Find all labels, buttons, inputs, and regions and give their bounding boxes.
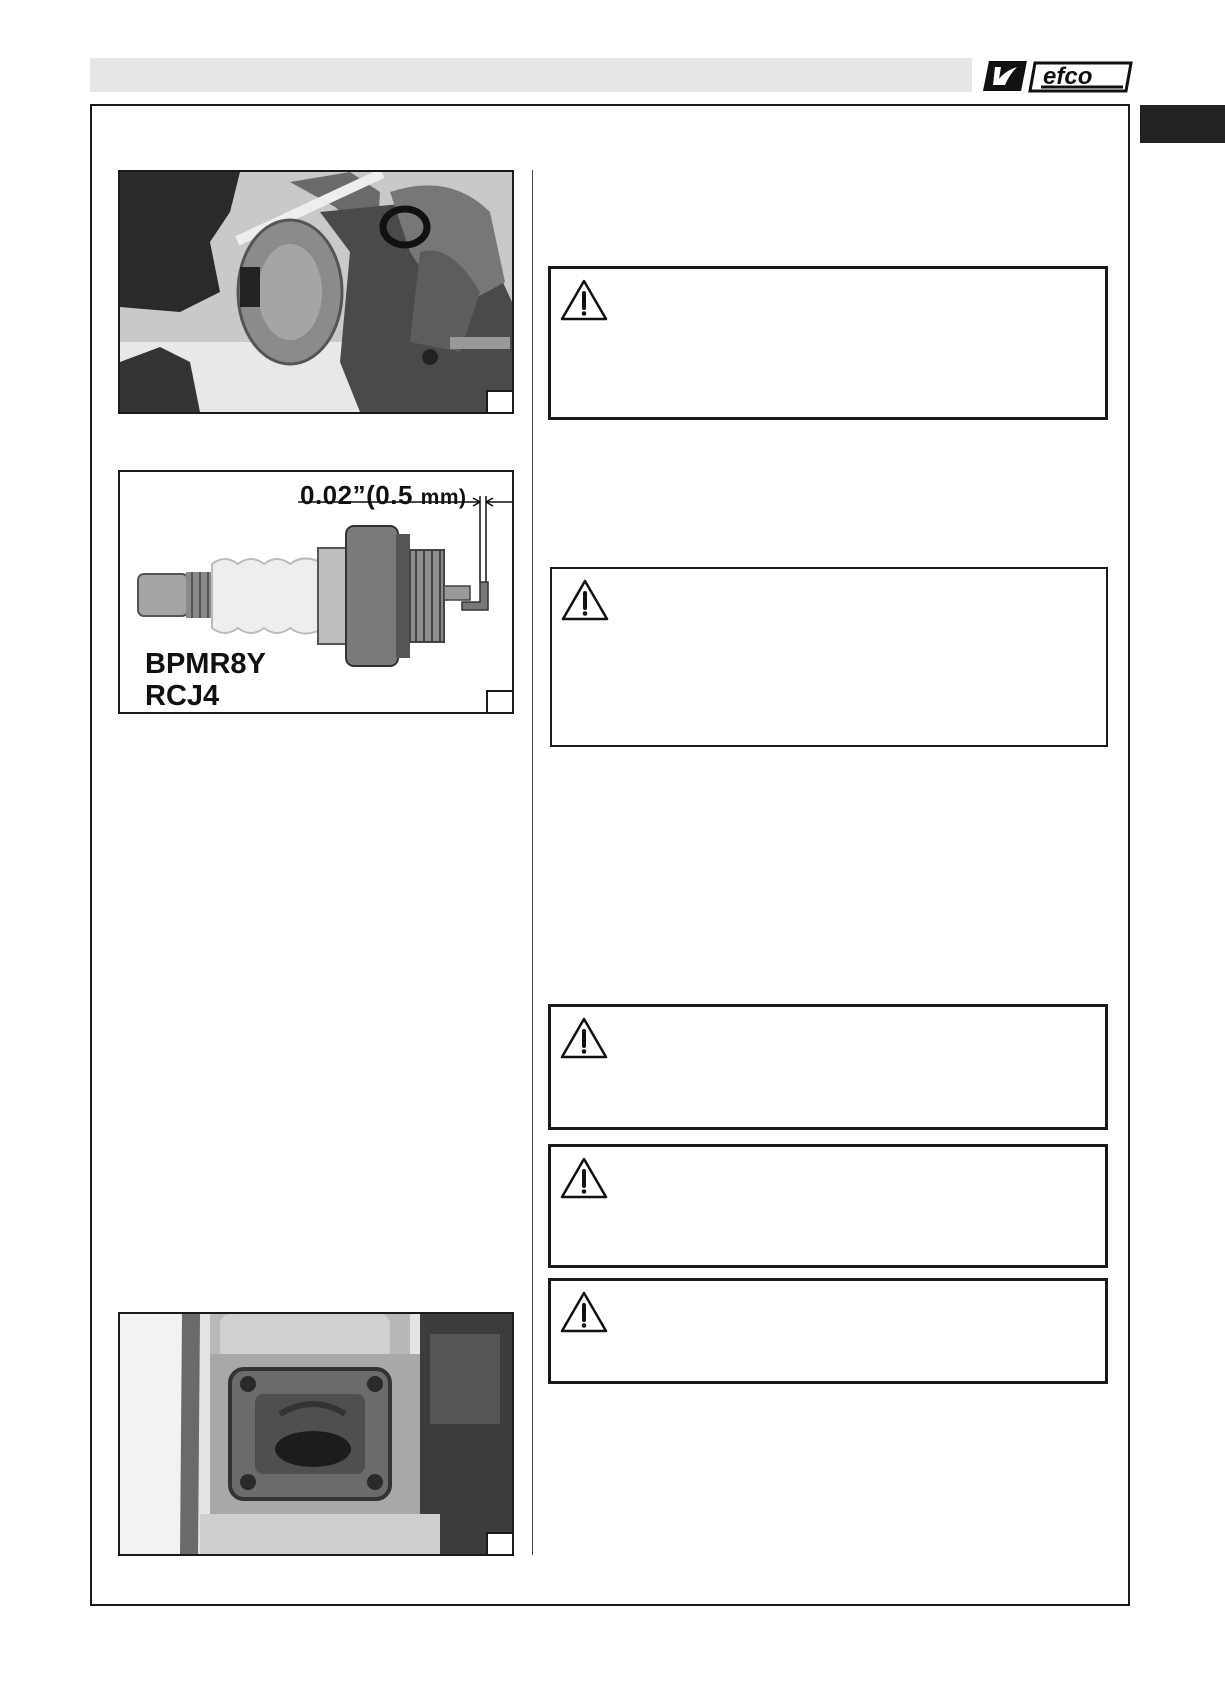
warning-triangle-icon	[559, 1016, 609, 1060]
warning-triangle-icon	[559, 1156, 609, 1200]
figure-number-box	[486, 390, 512, 412]
warning-triangle-icon	[559, 278, 609, 322]
spark-plug-code-primary: BPMR8Y	[145, 648, 266, 680]
warning-triangle-icon	[560, 578, 610, 622]
figure-number-box	[486, 1532, 512, 1554]
header-bar	[90, 58, 972, 92]
warning-box	[548, 1004, 1108, 1130]
spark-plug-code-secondary: RCJ4	[145, 680, 220, 712]
section-tab	[1140, 105, 1225, 143]
warning-box	[548, 266, 1108, 420]
warning-box	[548, 1144, 1108, 1268]
warning-triangle-icon	[559, 1290, 609, 1334]
photo-muffler	[118, 1312, 514, 1556]
gap-measurement-label: 0.02”(0.5 mm)	[300, 480, 467, 510]
warning-box	[548, 1278, 1108, 1384]
photo-spark-plug	[118, 470, 514, 714]
efco-logo-icon	[983, 57, 1133, 95]
brand-text: efco	[1043, 63, 1093, 90]
figure-number-box	[486, 690, 512, 712]
photo-cleaning-cylinder	[118, 170, 514, 414]
warning-box	[550, 567, 1108, 747]
column-divider	[532, 170, 533, 1555]
